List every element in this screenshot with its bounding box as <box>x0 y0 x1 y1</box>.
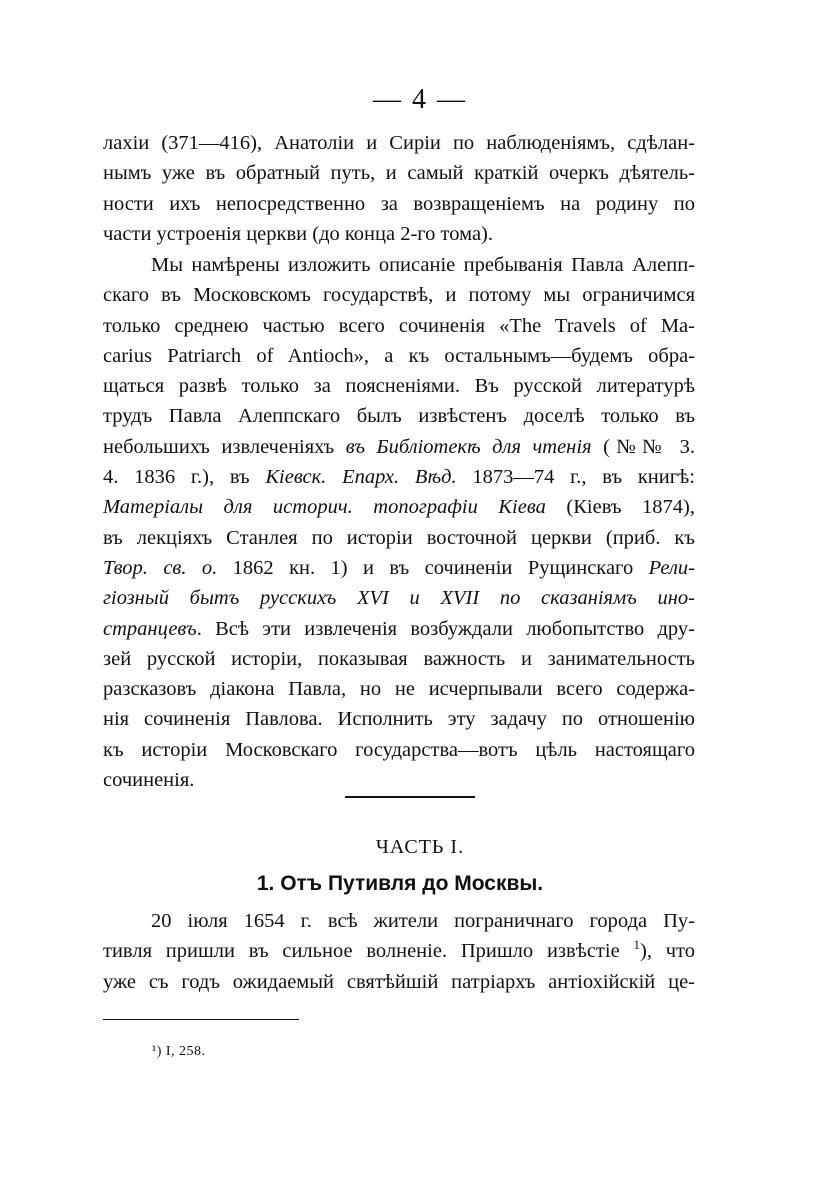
text-run: небольшихъ извлеченіяхъ <box>103 435 346 458</box>
section-divider <box>345 796 475 798</box>
text-run: (Кіевъ 1874), <box>545 496 695 519</box>
footnote: ¹) I, 258. <box>152 1044 206 1059</box>
italic-citation: въ Библіотекѣ для чтенія <box>345 435 592 458</box>
text-line: нія сочиненія Павлова. Исполнить эту задачу по отношенію <box>103 708 695 731</box>
section-heading: 1. Отъ Путивля до Москвы. <box>256 872 544 895</box>
text-line: Мы намѣрены изложить описаніе пребыванія Павла Алепп- <box>151 254 695 276</box>
text-line <box>103 583 695 613</box>
text-run: 1873—74 г., въ книгѣ: <box>456 466 695 489</box>
text-line: щаться развѣ только за поясненіями. Въ русской литературѣ <box>103 375 695 398</box>
footnote-marker[interactable]: 1 <box>633 937 640 953</box>
text-run: . Всѣ эти извлеченія возбуждали любопытство дру- <box>196 617 695 640</box>
text-line: ности ихъ непосредственно за возвращеніемъ на родину по <box>103 192 695 215</box>
intro-paragraph-continued <box>103 128 695 249</box>
text-line: части устроенія церкви (до конца 2-го тома). <box>103 222 493 245</box>
footnote-divider <box>103 1019 299 1020</box>
text-line <box>103 553 695 583</box>
text-line <box>103 462 695 492</box>
text-line: къ исторіи Московскаго государства—вотъ цѣль настоящаго <box>103 738 695 761</box>
text-line: нымъ уже въ обратный путь, и самый краткій очеркъ дѣятель- <box>103 162 695 185</box>
italic-citation: Рели- <box>648 556 695 579</box>
text-line: въ лекціяхъ Станлея по исторіи восточной церкви (приб. къ <box>103 526 695 549</box>
text-line <box>103 614 695 644</box>
text-line <box>103 432 695 462</box>
part-title: ЧАСТЬ I. <box>375 836 465 858</box>
text-run: тивля пришли въ сильное волненіе. Пришло извѣстіе <box>103 940 634 963</box>
purpose-paragraph <box>103 250 695 795</box>
chapter-opening-paragraph <box>103 906 695 997</box>
text-line <box>103 492 695 522</box>
text-line: сочиненія. <box>103 769 195 792</box>
text-line <box>103 936 695 966</box>
text-line: 20 іюля 1654 г. всѣ жители пограничнаго города Пу- <box>151 910 695 932</box>
italic-citation: Кіевск. Епарх. Вѣд. <box>265 466 457 489</box>
italic-citation: Твор. св. о. <box>103 556 218 579</box>
text-line: разсказовъ діакона Павла, но не исчерпывали всего содержа- <box>103 678 695 701</box>
text-line: трудъ Павла Алеппскаго былъ извѣстенъ доселѣ только въ <box>103 405 695 428</box>
text-run: 4. 1836 г.), въ <box>103 466 266 489</box>
text-run: 1862 кн. 1) и въ сочиненіи Рущинскаго <box>217 556 649 579</box>
text-run: ), что <box>640 940 695 963</box>
text-line: только среднею частью всего сочиненія «The Travels of Ma- <box>103 314 695 337</box>
text-line: лахіи (371—416), Анатоліи и Сиріи по наблюденіямъ, сдѣлан- <box>103 132 695 154</box>
italic-citation: гіозный бытъ русскихъ XVI и XVII по сказаніямъ ино- <box>103 587 695 610</box>
text-line: скаго въ Московскомъ государствѣ, и потому мы ограничимся <box>103 284 695 307</box>
text-line: уже съ годъ ожидаемый святѣйшій патріархъ антіохійскій це- <box>103 970 695 993</box>
text-line: carius Patriarch of Antioch», а къ остальнымъ—будемъ обра- <box>103 344 695 367</box>
page-number: — 4 — <box>373 84 467 115</box>
text-run: (№№ 3. <box>591 435 695 458</box>
text-line: зей русской исторіи, показывая важность и занимательность <box>103 647 695 670</box>
italic-citation: странцевъ <box>103 617 197 640</box>
italic-citation: Матеріалы для историч. топографіи Кіева <box>103 496 546 519</box>
